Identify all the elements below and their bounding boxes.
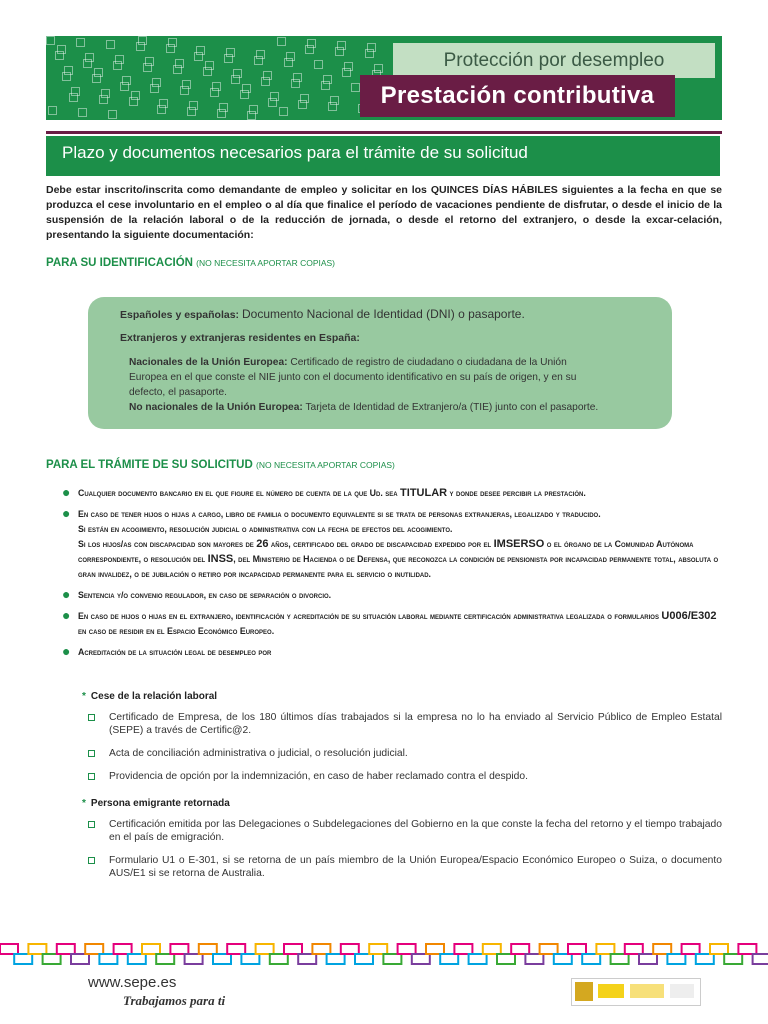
emigrante-heading-text: Persona emigrante retornada [90,798,230,809]
banner-pattern-square [101,89,110,98]
banner-pattern-square [233,69,242,78]
bullet-2-line-3-g: , del Ministerio de Hacienda o de Defensa, que reconozca la condición de pensionista por incapacidad permanente total, absoluta o gran invalidez, o de jubilación o retiro por incapacidad permanente para el servicio o inutilidad. [78,554,719,579]
chain-link [14,954,32,964]
decorative-chain-border [0,940,768,970]
bullet-1-text: Cualquier documento bancario en el que figure el número de cuenta de la que Ud. sea [78,488,401,498]
cese-item-1: Certificado de Empresa, de los 180 últimos días trabajados si la empresa no lo ha enviado al Servicio Público de Empleo Estatal (SEPE) a través de Certific@2. [109,712,722,736]
chain-link [156,954,174,964]
chain-link [241,954,259,964]
identification-box [88,297,672,429]
chain-link [312,944,330,954]
chain-link [28,944,46,954]
spanish-id-line [120,307,525,321]
asterisk-icon: * [82,798,86,809]
bullet-icon: ● [62,586,71,602]
banner-pattern-square [76,38,85,47]
square-bullet-icon [88,857,95,864]
chain-link [568,944,586,954]
bullet-4-tail: en caso de residir en el Espacio Económico Europeo. [78,626,275,636]
banner-pattern-square [168,38,177,47]
banner-pattern-square [48,106,57,115]
banner-pattern-square [131,91,140,100]
chain-link [199,944,217,954]
bullet-2-line-2: Si están en acogimiento, resolución judicial o administrativa con la fecha de efectos del acogimiento. [78,524,453,534]
banner-pattern-square [106,40,115,49]
intro-paragraph: Debe estar inscrito/inscrita como demandante de empleo y solicitar en los QUINCES DÍAS HÁBILES siguientes a la fecha en que se produzca el cese involuntario en el empleo o al día que finalice el período de vacaciones pendiente de disfrutar, o desde el inicio de la suspensión de la relación laboral o de la reducción de jornada, o desde el retorno del extranjero, o desde la excar-celación, presentando la siguiente documentación: [46,184,722,241]
chain-link [57,944,75,954]
bullet-2-line-3 [78,537,724,582]
chain-link [227,944,245,954]
banner-pattern-square [182,80,191,89]
chain-link [511,944,529,954]
footer-slogan: Trabajamos para ti [123,993,226,1008]
banner-pattern-square [196,46,205,55]
chain-link [327,954,345,964]
banner-pattern-square [344,62,353,71]
chain-link [653,944,671,954]
asterisk-icon: * [82,691,86,702]
cese-heading [82,691,217,702]
chain-link [298,954,316,964]
chain-link [213,954,231,964]
non-eu-text: Tarjeta de Identidad de Extranjero/a (TIE) junto con el pasaporte. [305,402,599,413]
banner-pattern-square [374,64,383,73]
tramite-heading-note: (NO NECESITA APORTAR COPIAS) [256,460,395,470]
banner-pattern-square [152,78,161,87]
id-heading-note: (NO NECESITA APORTAR COPIAS) [196,258,336,268]
chain-link [497,954,515,964]
chain-link [667,954,685,964]
chain-link [696,954,714,964]
non-eu-label: No nacionales de la Unión Europea: [129,402,303,413]
list-item [62,588,724,603]
banner-pattern-square [122,76,131,85]
banner-pattern-square [145,57,154,66]
chain-link [0,944,18,954]
flag-stripe [670,984,694,998]
chain-link [270,954,288,964]
id-section-heading [46,257,335,269]
chain-link [369,944,387,954]
banner-pattern-square [94,68,103,77]
banner-pattern-square [263,71,272,80]
chain-link [710,944,728,954]
bullet-2-line-3-d: IMSERSO [493,538,545,550]
banner-pattern-square [256,50,265,59]
list-item [88,770,722,783]
page-title: Prestación contributiva [360,75,675,117]
chain-link [611,954,629,964]
list-item [62,609,724,639]
bullet-3-text: Sentencia y/o convenio regulador, en caso de separación o divorcio. [78,590,332,600]
flag-stripe [598,984,624,998]
banner-pattern-square [57,45,66,54]
list-item [88,747,722,760]
bullet-2-line-3-f: INSS [207,553,234,565]
square-bullet-icon [88,821,95,828]
coat-of-arms-icon [575,982,593,1001]
header-kicker: Protección por desempleo [393,43,715,78]
bullet-5-text: Acreditación de la situación legal de desempleo por [78,647,272,657]
chain-link [639,954,657,964]
banner-pattern-square [71,87,80,96]
chain-link [128,954,146,964]
cese-item-3: Providencia de opción por la indemnización, en caso de haber reclamado contra el despido. [109,771,528,782]
square-bullet-icon [88,714,95,721]
chain-link [738,944,756,954]
cese-item-2: Acta de conciliación administrativa o judicial, o resolución judicial. [109,748,408,759]
chain-link [85,944,103,954]
banner-pattern-square [212,82,221,91]
chain-link [596,944,614,954]
emigrante-item-2: Formulario U1 o E-301, si se retorna de un país miembro de la Unión Europea/Espacio Económico Europeo o Suiza, o documento AUS/E1 si se retorna de Australia. [109,855,722,879]
bullet-2-line-1: En caso de tener hijos o hijas a cargo, libro de familia o documento equivalente si se trata de personas extranjeras, legalizado y traducido. [78,509,601,519]
chain-link [625,944,643,954]
flag-stripe [630,984,664,998]
bullet-2-line-3-b: 26 [256,538,269,550]
bullet-2-line-3-a: Si los hijos/as con discapacidad son mayores de [78,539,257,549]
chain-link [412,954,430,964]
banner-pattern-square [249,105,258,114]
header-divider [46,131,722,134]
id-heading-text: PARA SU IDENTIFICACIÓN [46,257,193,269]
banner-pattern-square [279,107,288,116]
tramite-section-heading [46,459,395,471]
chain-link [469,954,487,964]
chain-link [540,944,558,954]
chain-link [355,954,373,964]
foreign-label: Extranjeros y extranjeras residentes en España: [120,332,360,344]
chain-link [43,954,61,964]
cese-heading-text: Cese de la relación laboral [90,691,218,702]
banner-pattern-square [46,36,55,45]
banner-pattern-square [78,108,87,117]
banner-pattern-square [300,94,309,103]
bullet-icon: ● [62,607,71,623]
chain-link [454,944,472,954]
chain-link [440,954,458,964]
tramite-heading-text: PARA EL TRÁMITE DE SU SOLICITUD [46,459,253,471]
banner-pattern-square [85,53,94,62]
section-title: Plazo y documentos necesarios para el trámite de su solicitud [46,136,720,176]
bullet-icon: ● [62,643,71,659]
list-item [62,486,724,501]
bullet-icon: ● [62,484,71,500]
banner-pattern-square [205,61,214,70]
banner-pattern-square [367,43,376,52]
banner-pattern-square [286,52,295,61]
square-bullet-icon [88,773,95,780]
banner-pattern-square [293,73,302,82]
chain-link [483,944,501,954]
spanish-label: Españoles y españolas: [120,309,240,321]
bullet-4-emphasis: U006/E302 [661,610,717,622]
bullet-2-line-3-e: o el órgano de la Comunidad Autónoma correspondiente, o resolución del [78,539,694,564]
list-item [88,711,722,737]
eu-text-2: Europea en el que conste el NIE junto con el documento identificativo en su país de origen, y en su [129,372,577,383]
chain-link [426,944,444,954]
chain-link [185,954,203,964]
bullet-4-text: En caso de hijos o hijas en el extranjero, identificación y acreditación de su situación laboral mediante certificación administrativa legalizada o formularios [78,611,662,621]
banner-pattern-square [270,92,279,101]
chain-link [682,944,700,954]
chain-link [284,944,302,954]
eu-text-1: Certificado de registro de ciudadano o ciudadana de la Unión [290,357,567,368]
spanish-text: Documento Nacional de Identidad (DNI) o pasaporte. [241,307,525,321]
bullet-1-tail: y donde desee percibir la prestación. [447,488,586,498]
bullet-icon: ● [62,505,71,521]
banner-pattern-square [314,60,323,69]
banner-pattern-square [138,36,147,45]
banner-pattern-square [115,55,124,64]
banner-pattern-square [323,75,332,84]
banner-pattern-square [226,48,235,57]
chain-link [582,954,600,964]
list-item [62,645,724,660]
banner-pattern-square [175,59,184,68]
chain-link [383,954,401,964]
chain-link [256,944,274,954]
chain-link [398,944,416,954]
list-item [88,818,722,844]
chain-link [71,954,89,964]
eu-label: Nacionales de la Unión Europea: [129,357,288,368]
banner-pattern-square [242,84,251,93]
list-item [62,507,724,582]
banner-pattern-square [189,101,198,110]
chain-link [142,944,160,954]
chain-link [99,954,117,964]
bullet-1-emphasis: TITULAR [400,487,448,499]
emigrante-heading [82,798,230,809]
chain-link [554,954,572,964]
list-item [88,854,722,880]
chain-link [114,944,132,954]
emigrante-item-1: Certificación emitida por las Delegaciones o Subdelegaciones del Gobierno en la que conste la fecha del retorno y el tiempo trabajado en el país de emigración. [109,819,722,843]
square-bullet-icon [88,750,95,757]
banner-pattern-square [108,110,117,119]
website-link[interactable]: www.sepe.es [88,974,177,991]
government-logo [571,978,701,1006]
banner-pattern-square [277,37,286,46]
chain-link [170,944,188,954]
eu-block [129,355,659,415]
bullet-2-line-3-c: años, certificado del grado de discapacidad expedido por el [268,539,494,549]
chain-link [525,954,543,964]
banner-pattern-square [64,66,73,75]
banner-pattern-square [330,96,339,105]
chain-link [753,954,768,964]
eu-text-3: defecto, el pasaporte. [129,387,227,398]
chain-link [724,954,742,964]
tramite-bullet-list [62,486,724,666]
chain-link [341,944,359,954]
banner-pattern-square [307,39,316,48]
banner-pattern-square [337,41,346,50]
banner-pattern-square [159,99,168,108]
banner-pattern-square [351,83,360,92]
banner-pattern-square [219,103,228,112]
